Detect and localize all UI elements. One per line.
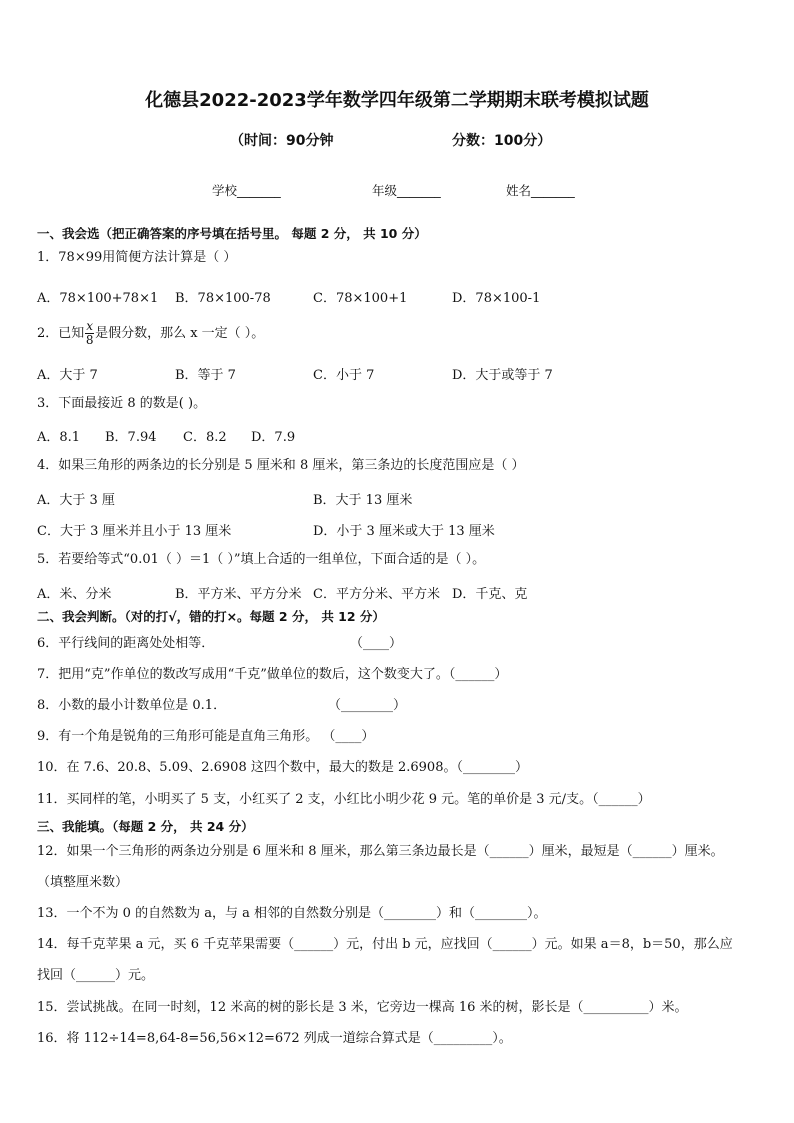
question-16: 16．将 112÷14=8,64-8=56,56×12=672 列成一道综合算式是（_________）。 xyxy=(37,1031,512,1046)
q5-option-c[interactable]: C．平方分米、平方米 xyxy=(313,587,440,602)
name-field[interactable]: 姓名_______ xyxy=(506,183,575,198)
question-3: 3．下面最接近 8 的数是( )。 xyxy=(37,396,207,411)
q2-option-d[interactable]: D．大于或等于 7 xyxy=(452,368,553,383)
question-14: 14．每千克苹果 a 元，买 6 千克苹果需要（______）元，付出 b 元，应找回（______）元。如果 a＝8，b＝50，那么应 xyxy=(37,937,733,952)
q1-option-d[interactable]: D．78×100-1 xyxy=(452,291,541,306)
q4-option-c[interactable]: C．大于 3 厘米并且小于 13 厘米 xyxy=(37,524,232,539)
question-12: 12．如果一个三角形的两条边分别是 6 厘米和 8 厘米，那么第三条边最长是（______）厘米，最短是（______）厘米。 xyxy=(37,844,724,859)
q4-option-a[interactable]: A．大于 3 厘 xyxy=(37,493,115,508)
question-1: 1．78×99用简便方法计算是（ ） xyxy=(37,250,237,265)
grade-field[interactable]: 年级_______ xyxy=(372,183,441,198)
fraction-x-over-8: $\frac{x}{8}$ xyxy=(85,319,94,347)
school-field[interactable]: 学校_______ xyxy=(212,183,281,198)
q1-option-b[interactable]: B．78×100-78 xyxy=(175,291,271,306)
q3-option-b[interactable]: B．7.94 xyxy=(105,430,157,445)
q3-option-a[interactable]: A．8.1 xyxy=(37,430,81,445)
question-4: 4．如果三角形的两条边的长分别是 5 厘米和 8 厘米，第三条边的长度范围应是（ ） xyxy=(37,458,525,473)
question-14-continued: 找回（______）元。 xyxy=(37,968,155,983)
question-9: 9．有一个角是锐角的三角形可能是直角三角形。 （____） xyxy=(37,729,375,744)
q4-option-b[interactable]: B．大于 13 厘米 xyxy=(313,493,413,508)
question-13: 13．一个不为 0 的自然数为 a，与 a 相邻的自然数分别是（________）和（________）。 xyxy=(37,906,547,921)
q5-option-d[interactable]: D．千克、克 xyxy=(452,587,528,602)
question-11: 11．买同样的笔，小明买了 5 支，小红买了 2 支，小红比小明少花 9 元。笔的单价是 3 元/支。（______） xyxy=(37,792,651,807)
section-heading-fill: 三、我能填。（每题 2 分， 共 24 分） xyxy=(37,819,254,834)
q1-option-c[interactable]: C．78×100+1 xyxy=(313,291,408,306)
q2-option-c[interactable]: C．小于 7 xyxy=(313,368,375,383)
question-8: 8．小数的最小计数单位是 0.1． xyxy=(37,698,227,713)
section-heading-judge: 二、我会判断。（对的打√，错的打×。每题 2 分， 共 12 分） xyxy=(37,609,385,624)
q12-note: （填整厘米数） xyxy=(37,875,129,890)
section-heading-choice: 一、我会选（把正确答案的序号填在括号里。 每题 2 分， 共 10 分） xyxy=(37,226,427,241)
q5-option-b[interactable]: B．平方米、平方分米 xyxy=(175,587,302,602)
exam-time: （时间：90分钟 xyxy=(230,133,334,149)
q4-option-d[interactable]: D．小于 3 厘米或大于 13 厘米 xyxy=(313,524,495,539)
q2-text-post: 是假分数，那么 x 一定（ ）。 xyxy=(95,326,265,341)
q5-option-a[interactable]: A．米、分米 xyxy=(37,587,112,602)
q8-answer-blank[interactable]: （________） xyxy=(328,698,407,713)
page-title: 化德县2022-2023学年数学四年级第二学期期末联考模拟试题 xyxy=(145,90,649,111)
q2-text-pre: 2．已知 xyxy=(37,326,85,341)
question-15: 15．尝试挑战。在同一时刻，12 米高的树的影长是 3 米，它旁边一棵高 16 米的树，影长是（__________）米。 xyxy=(37,1000,688,1015)
question-7: 7．把用“克”作单位的数改写成用“千克”做单位的数后，这个数变大了。（______） xyxy=(37,667,508,682)
q2-option-a[interactable]: A．大于 7 xyxy=(37,368,98,383)
question-5: 5．若要给等式“0.01（ ）＝1（ ）”填上合适的一组单位，下面合适的是（ ）。 xyxy=(37,552,486,567)
q1-option-a[interactable]: A．78×100+78×1 xyxy=(37,291,159,306)
exam-score: 分数：100分） xyxy=(452,133,552,149)
q6-answer-blank[interactable]: （____） xyxy=(350,636,403,651)
q3-option-c[interactable]: C．8.2 xyxy=(183,430,227,445)
q3-option-d[interactable]: D．7.9 xyxy=(251,430,296,445)
question-6: 6．平行线间的距离处处相等． xyxy=(37,636,215,651)
question-2 xyxy=(37,320,264,347)
q2-option-b[interactable]: B．等于 7 xyxy=(175,368,236,383)
question-10: 10．在 7.6、20.8、5.09、2.6908 这四个数中，最大的数是 2.6908。（________） xyxy=(37,760,528,775)
